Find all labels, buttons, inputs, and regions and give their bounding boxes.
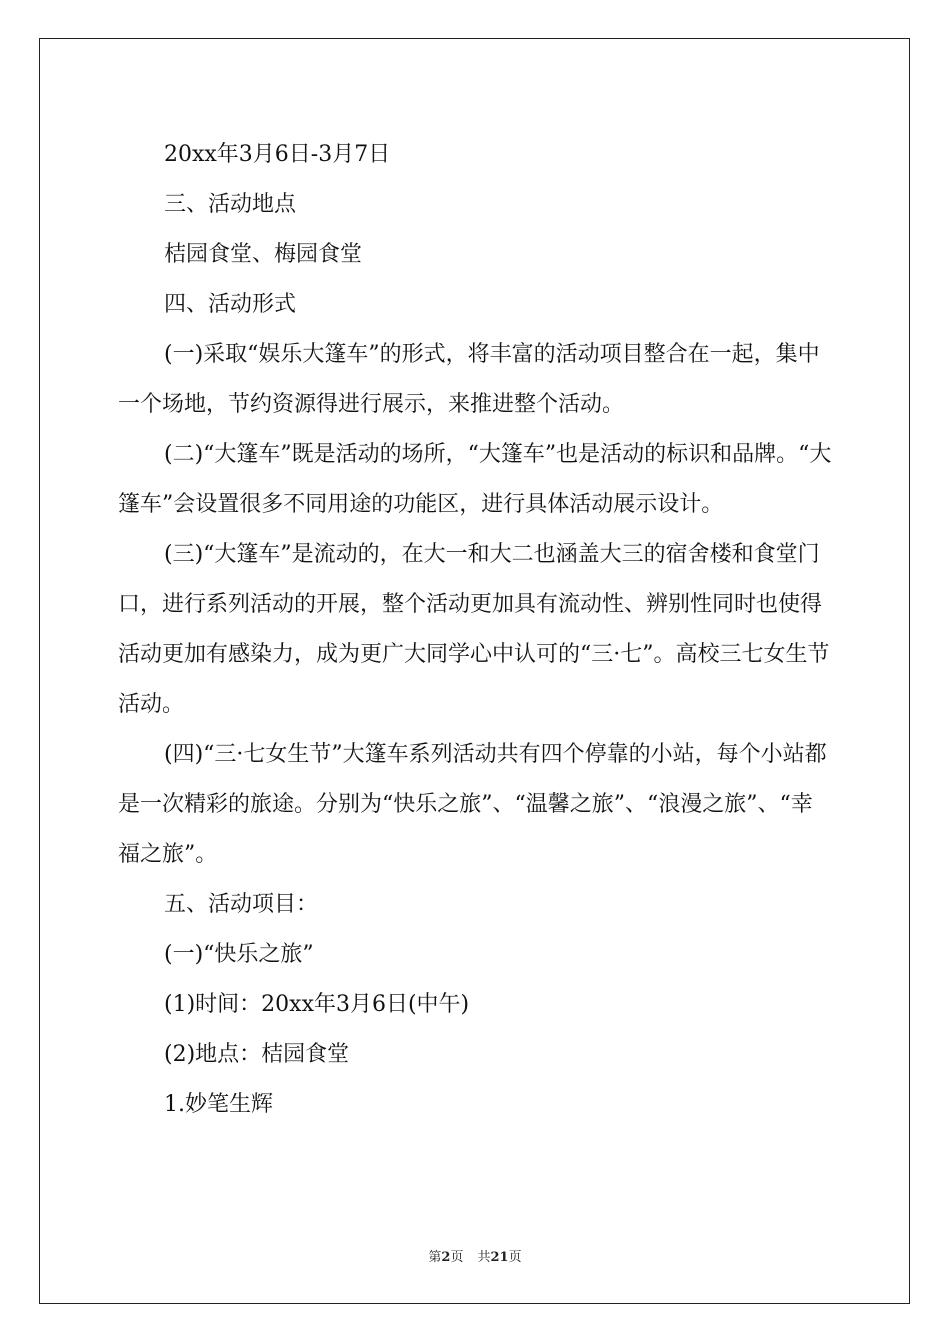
- document-body: [118, 130, 834, 1130]
- footer-total-suffix: 页: [508, 1250, 522, 1265]
- heading-activity-location: 三、活动地点: [164, 192, 297, 217]
- paragraph-time: (1)时间：20xx年3月6日(中午): [164, 992, 470, 1017]
- paragraph-date-range: 20xx年3月6日-3月7日: [164, 142, 391, 167]
- paragraph-location: 桔园食堂、梅园食堂: [164, 242, 363, 267]
- footer-page-prefix: 第: [428, 1250, 442, 1265]
- paragraph-form-1: (一)采取“娱乐大篷车”的形式，将丰富的活动项目整合在一起，集中一个场地，节约资源得进行展示，来推进整个活动。: [118, 342, 820, 417]
- footer-page-suffix: 页: [450, 1250, 464, 1265]
- subheading-happy-journey: (一)“快乐之旅”: [164, 942, 314, 967]
- footer-page-number: 2: [441, 1250, 451, 1265]
- page-footer: [0, 1246, 950, 1265]
- heading-activity-items: 五、活动项目：: [164, 892, 319, 917]
- heading-activity-form: 四、活动形式: [164, 292, 297, 317]
- paragraph-form-2: (二)“大篷车”既是活动的场所，“大篷车”也是活动的标识和品牌。“大篷车”会设置很多不同用途的功能区，进行具体活动展示设计。: [118, 442, 832, 517]
- paragraph-form-3: (三)“大篷车”是流动的，在大一和大二也涵盖大三的宿舍楼和食堂门口，进行系列活动的开展，整个活动更加具有流动性、辨别性同时也使得活动更加有感染力，成为更广大同学心中认可的“三·七”。高校三七女生节活动。: [118, 542, 830, 717]
- footer-total-pages: 21: [490, 1250, 509, 1265]
- paragraph-form-4: (四)“三·七女生节”大篷车系列活动共有四个停靠的小站，每个小站都是一次精彩的旅途。分别为“快乐之旅”、“温馨之旅”、“浪漫之旅”、“幸福之旅”。: [118, 742, 827, 867]
- paragraph-place: (2)地点：桔园食堂: [164, 1042, 350, 1067]
- footer-total-prefix: 共: [477, 1250, 491, 1265]
- item-title: 1.妙笔生辉: [164, 1092, 273, 1117]
